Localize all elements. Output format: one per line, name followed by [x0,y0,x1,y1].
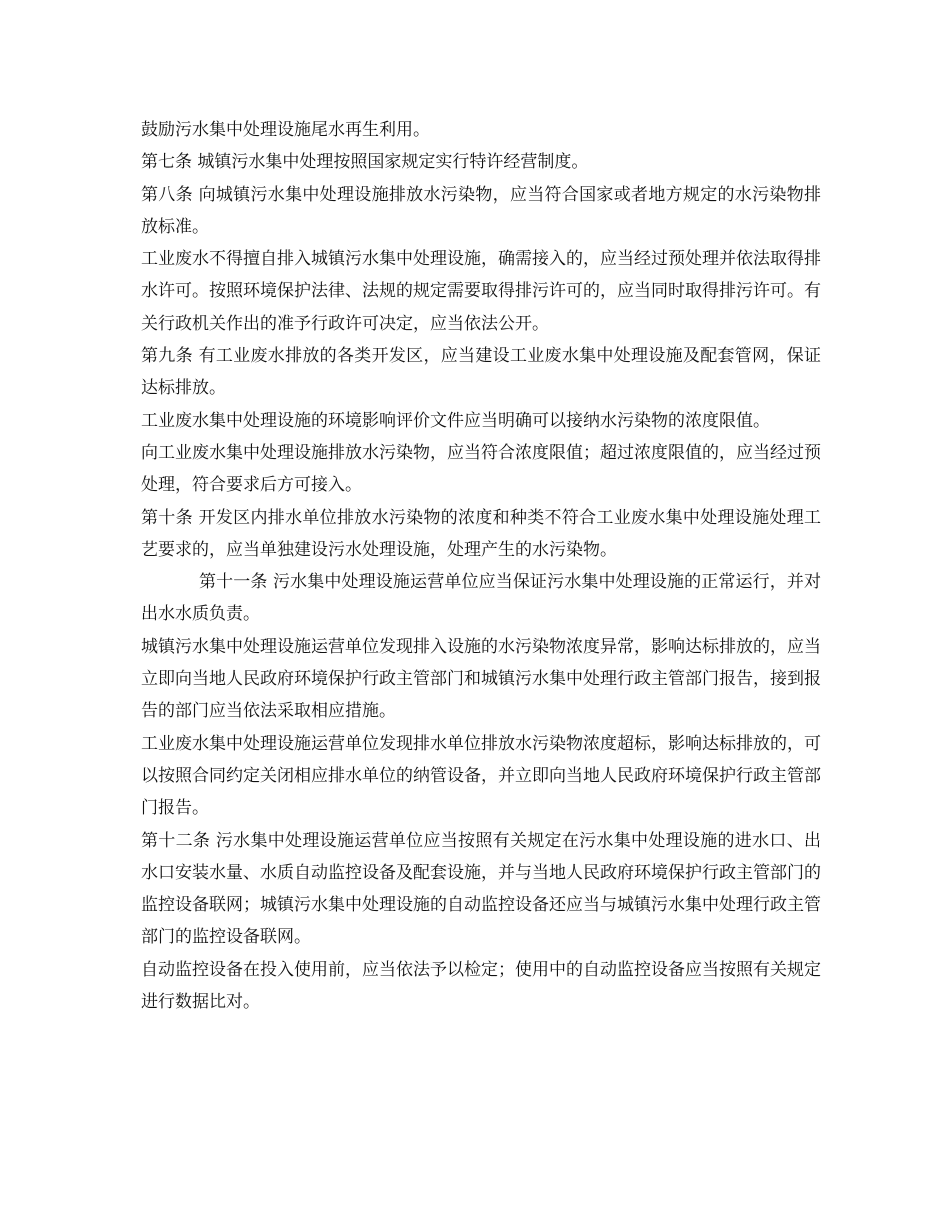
paragraph-reuse: 鼓励污水集中处理设施尾水再生利用。 [141,120,430,140]
document-body [141,114,821,1018]
paragraph-industrial-excess-report: 工业废水集中处理设施运营单位发现排水单位排放水污染物浓度超标，影响达标排放的，可以按照合同约定关闭相应排水单位的纳管设备，并立即向当地人民政府环境保护行政主管部门报告。 [141,733,821,819]
paragraph-concentration-limit: 工业废水集中处理设施的环境影响评价文件应当明确可以接纳水污染物的浓度限值。 [141,410,770,431]
paragraph-article-10: 第十条 开发区内排水单位排放水污染物的浓度和种类不符合工业废水集中处理设施处理工艺要求的，应当单独建设污水处理设施，处理产生的水污染物。 [141,507,821,560]
paragraph-article-12: 第十二条 污水集中处理设施运营单位应当按照有关规定在污水集中处理设施的进水口、出水口安装水量、水质自动监控设备及配套设施，并与当地人民政府环境保护行政主管部门的监控设备联网；城镇污水集中处理设施的自动监控设备还应当与城镇污水集中处理行政主管部门的监控设备联网。 [141,830,821,948]
paragraph-urban-abnormal-report: 城镇污水集中处理设施运营单位发现排入设施的水污染物浓度异常，影响达标排放的，应当立即向当地人民政府环境保护行政主管部门和城镇污水集中处理行政主管部门报告，接到报告的部门应当依法采取相应措施。 [141,636,821,722]
paragraph-industrial-wastewater-permit: 工业废水不得擅自排入城镇污水集中处理设施，确需接入的，应当经过预处理并依法取得排水许可。按照环境保护法律、法规的规定需要取得排污许可的，应当同时取得排污许可。有关行政机关作出的准予行政许可决定，应当依法公开。 [141,249,821,334]
paragraph-article-11: 第十一条 污水集中处理设施运营单位应当保证污水集中处理设施的正常运行，并对出水水质负责。 [141,572,821,625]
paragraph-monitoring-verification: 自动监控设备在投入使用前，应当依法予以检定；使用中的自动监控设备应当按照有关规定进行数据比对。 [141,959,821,1013]
paragraph-article-7: 第七条 城镇污水集中处理按照国家规定实行特许经营制度。 [141,152,589,173]
paragraph-article-9: 第九条 有工业废水排放的各类开发区，应当建设工业废水集中处理设施及配套管网，保证达标排放。 [141,346,821,399]
paragraph-article-8: 第八条 向城镇污水集中处理设施排放水污染物，应当符合国家或者地方规定的水污染物排放标准。 [141,184,821,237]
paragraph-pretreatment: 向工业废水集中处理设施排放水污染物，应当符合浓度限值；超过浓度限值的，应当经过预处理，符合要求后方可接入。 [141,442,821,496]
